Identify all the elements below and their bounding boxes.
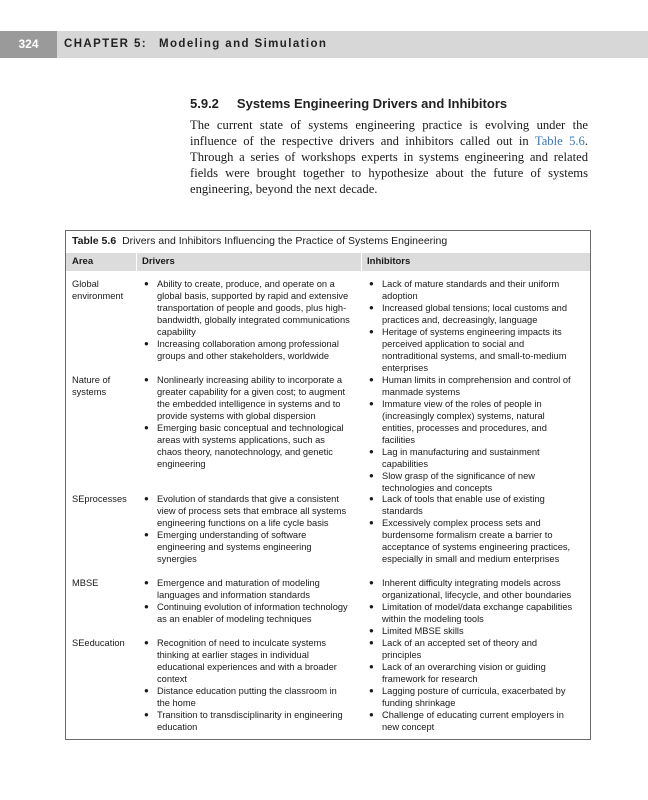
- running-header: [0, 31, 648, 58]
- list-item: ● Distance education putting the classroom in the home: [142, 685, 352, 709]
- para-text-before: The current state of systems engineering practice is evolving under the influence of the respective drivers and inhibitors called out in: [190, 118, 588, 148]
- list-item: ● Emerging understanding of software engineering and systems engineering synergies: [142, 529, 352, 565]
- body-paragraph: [190, 117, 588, 197]
- list-item: ● Human limits in comprehension and control of manmade systems: [367, 374, 577, 398]
- header-divider: [361, 253, 362, 271]
- row-inhibitors-nature-of-systems: [367, 374, 577, 494]
- table-caption: [72, 234, 447, 248]
- row-area-nature-of-systems: Nature of systems: [72, 375, 111, 397]
- header-area: Area: [72, 256, 94, 267]
- list-item: ● Transition to transdisciplinarity in engineering education: [142, 709, 352, 733]
- list-item: ● Increasing collaboration among professional groups and other stakeholders, worldwide: [142, 338, 352, 362]
- header-drivers: Drivers: [142, 256, 175, 267]
- section-heading: [190, 96, 507, 111]
- row-area-mbse: MBSE: [72, 578, 99, 588]
- chapter-heading: [64, 31, 327, 58]
- list-item: ● Slow grasp of the significance of new technologies and concepts: [367, 470, 577, 494]
- table-label: Table 5.6: [72, 235, 117, 247]
- row-drivers-seprocesses: [142, 493, 352, 565]
- para-text-after: . Through a series of workshops experts in systems engineering and related fields were brought together to hypothesize about the future of systems engineering, beyond the next decade.: [190, 134, 588, 196]
- row-inhibitors-global-environment: [367, 278, 577, 374]
- list-item: ● Challenge of educating current employers in new concept: [367, 709, 577, 733]
- list-item: ● Nonlinearly increasing ability to incorporate a greater capability for a given cost; to augment the embedded intelligence in systems and to provide systems with global dispersion: [142, 374, 352, 422]
- row-area-seprocesses: SEprocesses: [72, 494, 127, 504]
- section-title: Systems Engineering Drivers and Inhibitors: [236, 96, 508, 111]
- row-inhibitors-seprocesses: [367, 493, 577, 565]
- list-item: ● Limitation of model/data exchange capabilities within the modeling tools: [367, 601, 577, 625]
- row-area-seeducation: SEeducation: [72, 638, 125, 648]
- section-number: 5.9.2: [190, 96, 219, 111]
- row-inhibitors-mbse: [367, 577, 577, 637]
- chapter-title: Modeling and Simulation: [159, 38, 328, 50]
- table-header-row: [66, 253, 590, 271]
- list-item: ● Evolution of standards that give a consistent view of process sets that embrace all systems engineering functions on a life cycle basis: [142, 493, 352, 529]
- list-item: ● Lack of an overarching vision or guiding framework for research: [367, 661, 577, 685]
- list-item: ● Recognition of need to inculcate systems thinking at earlier stages in individual educational experiences and with a broader context: [142, 637, 352, 685]
- list-item: ● Lack of mature standards and their uniform adoption: [367, 278, 577, 302]
- table-caption-text: Drivers and Inhibitors Influencing the Practice of Systems Engineering: [122, 235, 448, 247]
- row-drivers-seeducation: [142, 637, 352, 733]
- table-reference-link[interactable]: Table 5.6: [534, 134, 585, 148]
- list-item: ● Heritage of systems engineering impacts its perceived application to social and nontraditional systems, and small-to-medium enterprises: [367, 326, 577, 374]
- list-item: ● Excessively complex process sets and burdensome formalism create a barrier to acceptance of systems engineering practices, especially in small and medium enterprises: [367, 517, 577, 565]
- header-divider: [136, 253, 137, 271]
- row-drivers-mbse: [142, 577, 352, 625]
- list-item: ● Lag in manufacturing and sustainment capabilities: [367, 446, 577, 470]
- chapter-label: CHAPTER 5:: [64, 38, 148, 50]
- list-item: ● Immature view of the roles of people in (increasingly complex) systems, natural entities, processes and procedures, and facilities: [367, 398, 577, 446]
- list-item: ● Limited MBSE skills: [367, 625, 577, 637]
- list-item: ● Ability to create, produce, and operate on a global basis, supported by rapid and extensive transportation of people and goods, plus high-bandwidth, globally integrated communications capability: [142, 278, 352, 338]
- list-item: ● Continuing evolution of information technology as an enabler of modeling techniques: [142, 601, 352, 625]
- row-drivers-nature-of-systems: [142, 374, 352, 470]
- list-item: ● Lagging posture of curricula, exacerbated by funding shrinkage: [367, 685, 577, 709]
- list-item: ● Emerging basic conceptual and technological areas with systems applications, such as chaos theory, nanotechnology, and genetic engineering: [142, 422, 352, 470]
- page-number: 324: [0, 31, 57, 58]
- list-item: ● Lack of an accepted set of theory and principles: [367, 637, 577, 661]
- list-item: ● Lack of tools that enable use of existing standards: [367, 493, 577, 517]
- row-drivers-global-environment: [142, 278, 352, 362]
- list-item: ● Increased global tensions; local customs and practices and, decreasingly, language: [367, 302, 577, 326]
- list-item: ● Inherent difficulty integrating models across organizational, lifecycle, and other boundaries: [367, 577, 577, 601]
- header-inhibitors: Inhibitors: [367, 256, 411, 267]
- row-area-global-environment: Global environment: [72, 279, 124, 301]
- row-inhibitors-seeducation: [367, 637, 577, 733]
- list-item: ● Emergence and maturation of modeling languages and information standards: [142, 577, 352, 601]
- drivers-inhibitors-table: [65, 230, 591, 740]
